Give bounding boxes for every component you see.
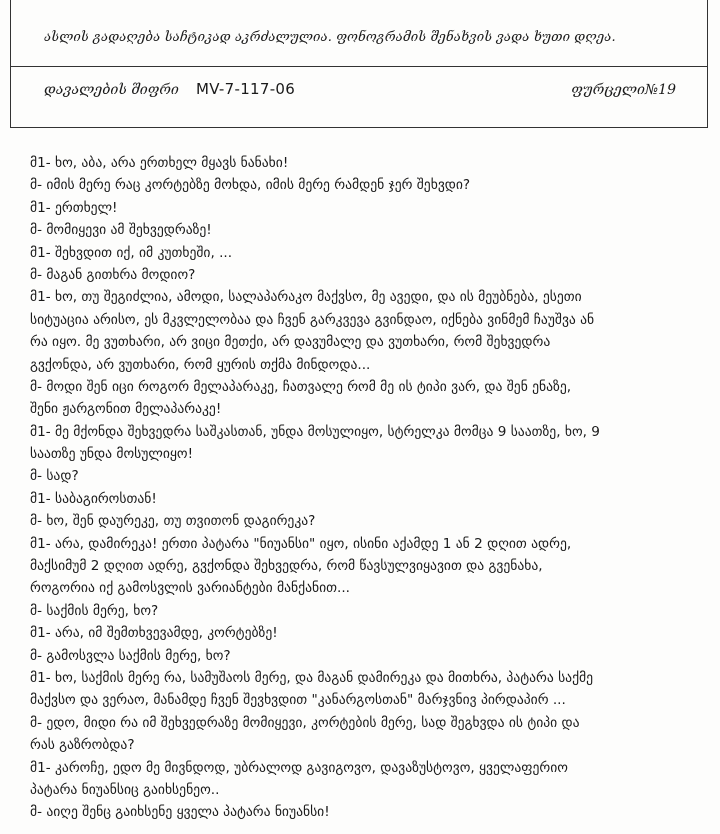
transcript-line: მ1- არა, იმ შემთხვევამდე, კორტებზე! — [30, 625, 278, 642]
transcript-line: როგორია იქ გამოსვლის ვარიანტები მანქანით... — [30, 580, 350, 597]
transcript-line: პატარა ნიუანსიც გაიხსენეო.. — [30, 781, 220, 798]
transcript-line: მ1- ხო, საქმის მერე რა, სამუშაოს მერე, და მაგან დამირეკა და მითხრა, პატარა საქმე — [30, 669, 594, 686]
transcript-line: მაქვსო და ვერაო, მანამდე ჩვენ შევხვდით "კანარგოსთან" მარჯვნივ პირდაპირ ... — [30, 692, 566, 709]
task-code-value: MV-7-117-06 — [196, 80, 296, 98]
sheet-number: ფურცელი№19 — [571, 82, 676, 98]
transcript-line: მ1- ერთხელ! — [30, 199, 118, 216]
transcript-line: რა იყო. მე ვუთხარი, არ ვიცი მეთქი, არ დავუმალე და ვუთხარი, რომ შეხვედრა — [30, 334, 551, 351]
transcript-line: მ- მაგან გითხრა მოდიო? — [30, 266, 196, 283]
header-divider — [10, 66, 708, 67]
transcript-line: შენი ჟარგონით მელაპარაკე! — [30, 401, 222, 418]
transcript-line: მ1- კაროჩე, ედო მე მივნდოდ, უბრალოდ გავიგოვო, დავაზუსტოვო, ყველაფერიო — [30, 759, 568, 776]
transcript-line: საათზე უნდა მოსულიყო! — [30, 446, 194, 463]
transcript-line: მ1- ხო, აბა, არა ერთხელ მყავს ნანახი! — [30, 155, 289, 171]
transcript-line: მ- სად? — [30, 468, 79, 485]
transcript-line: სიტუაცია არისო, ეს მკვლელობაა და ჩვენ გარკვევა გვინდაო, იქნება ვინმემ ჩაუშვა ან — [30, 311, 595, 328]
copy-restriction-notice: ასლის გადაღება საჩტიკად აკრძალულია. ფონოგრამის შენახვის ვადა ხუთი დღეა. — [44, 30, 616, 45]
task-code-label: დავალების შიფრი — [44, 82, 179, 98]
transcript-line: რას გაზრობდა? — [30, 737, 135, 754]
transcript-body — [30, 152, 696, 824]
transcript-line: მ1- შეხვდით იქ, იმ კუთხეში, ... — [30, 244, 233, 261]
transcript-line: მ1- არა, დამირეკა! ერთი პატარა "ნიუანსი" იყო, ისინი აქამდე 1 ან 2 დღით ადრე, — [30, 535, 572, 552]
transcript-line: მ- ხო, შენ დაურეკე, თუ თვითონ დაგირეკა? — [30, 513, 316, 530]
transcript-line: მ- მომიყევი ამ შეხვედრაზე! — [30, 222, 212, 239]
transcript-line: მ1- ხო, თუ შეგიძლია, ამოდი, სალაპარაკო მაქვსო, მე ავედი, და ის მეუბნება, ესეთი — [30, 289, 582, 306]
transcript-line: მ1- საბაგიროსთან! — [30, 490, 157, 507]
transcript-line: მ1- მე მქონდა შეხვედრა საშკასთან, უნდა მოსულიყო, სტრელკა მომცა 9 საათზე, ხო, 9 — [30, 423, 600, 440]
header-frame — [10, 0, 708, 128]
transcript-line: მაქსიმუმ 2 დღით ადრე, გვქონდა შეხვედრა, რომ წავსულვიყავით და გვენახა, — [30, 558, 543, 575]
transcript-line: მ- გამოსვლა საქმის მერე, ხო? — [30, 647, 231, 664]
transcript-line: გვქონდა, არ ვუთხარი, რომ ყურის თქმა მინდოდა... — [30, 356, 371, 373]
transcript-line: მ- ედო, მიდი რა იმ შეხვედრაზე მომიყევი, კორტების მერე, სად შეგხვდა ის ტიპი და — [30, 714, 580, 731]
transcript-line: მ- საქმის მერე, ხო? — [30, 602, 159, 619]
transcript-line: მ- იმის მერე რაც კორტებზე მოხდა, იმის მერე რამდენ ჯერ შეხვდი? — [30, 177, 471, 194]
transcript-line: მ- მოდი შენ იცი როგორ მელაპარაკე, ჩათვალე რომ მე ის ტიპი ვარ, და შენ ენაზე, — [30, 378, 572, 395]
transcript-line: მ- აიღე შენც გაიხსენე ყველა პატარა ნიუანსი! — [30, 804, 330, 821]
